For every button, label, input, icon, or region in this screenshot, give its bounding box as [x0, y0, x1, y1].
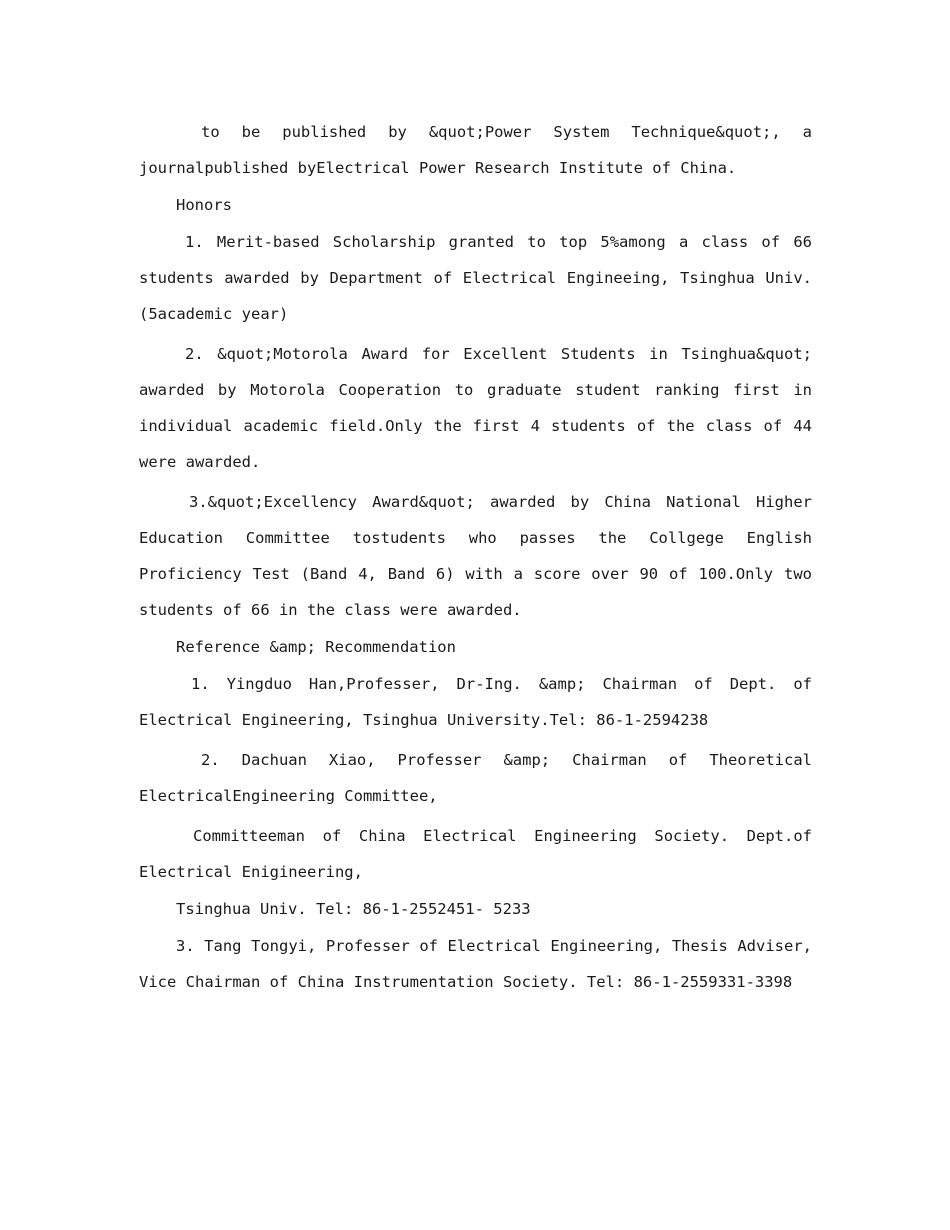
intro-paragraph: to be published by &quot;Power System Technique&quot;, a journalpublished byElectrical Power Research Institute of China.	[139, 123, 812, 177]
honor-item-2: 2. &quot;Motorola Award for Excellent Students in Tsinghua&quot; awarded by Motorola Cooperation to graduate student ranking first in individual academic field.Only the first 4 students of the class of 44 were awarded.	[139, 345, 812, 471]
honor-item-1: 1. Merit-based Scholarship granted to top 5%among a class of 66 students awarded by Department of Electrical Engineeing, Tsinghua Univ.(5academic year)	[139, 233, 812, 323]
document-body	[139, 114, 812, 1004]
reference-item-2-contact: Tsinghua Univ. Tel: 86-1-2552451- 5233	[176, 900, 531, 918]
honors-heading: Honors	[176, 196, 232, 214]
references-heading: Reference &amp; Recommendation	[176, 638, 456, 656]
reference-item-2-continued: Committeeman of China Electrical Engineering Society. Dept.of Electrical Enigineering,	[139, 827, 812, 881]
reference-item-2: 2. Dachuan Xiao, Professer &amp; Chairman of Theoretical ElectricalEngineering Committee,	[139, 751, 812, 805]
reference-item-3: 3. Tang Tongyi, Professer of Electrical Engineering, Thesis Adviser, Vice Chairman of China Instrumentation Society. Tel: 86-1-2559331-3398	[139, 937, 812, 991]
honor-item-3: 3.&quot;Excellency Award&quot; awarded by China National Higher Education Committee tostudents who passes the Collgege English Proficiency Test (Band 4, Band 6) with a score over 90 of 100.Only two students of 66 in the class were awarded.	[139, 493, 812, 619]
reference-item-1: 1. Yingduo Han,Professer, Dr-Ing. &amp; Chairman of Dept. of Electrical Engineering, Tsinghua University.Tel: 86-1-2594238	[139, 675, 812, 729]
